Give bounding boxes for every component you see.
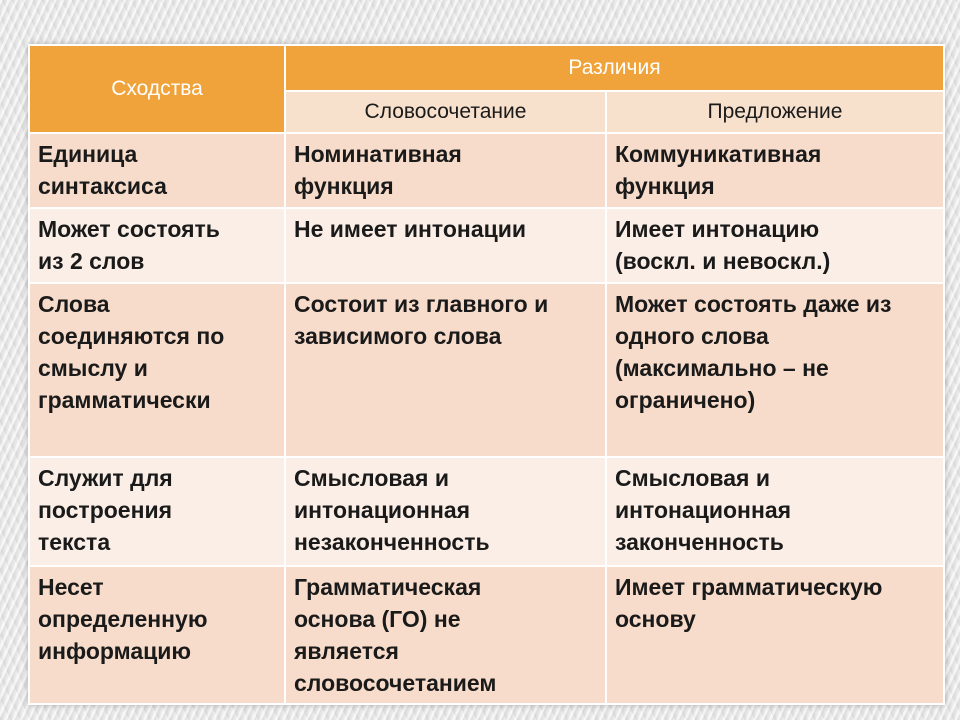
cell-sentence: Имеет интонацию (воскл. и невоскл.) bbox=[606, 208, 944, 283]
cell-phrase: Не имеет интонации bbox=[285, 208, 606, 283]
table-row bbox=[29, 133, 944, 208]
subheader-sentence: Предложение bbox=[606, 91, 944, 133]
header-differences: Различия bbox=[285, 45, 944, 91]
cell-sentence: Смысловая и интонационная законченность bbox=[606, 457, 944, 566]
cell-similarity: Единица синтаксиса bbox=[29, 133, 285, 208]
cell-sentence: Может состоять даже из одного слова (максимально – не ограничено) bbox=[606, 283, 944, 457]
header-similarities: Сходства bbox=[29, 45, 285, 133]
table-row bbox=[29, 566, 944, 704]
cell-similarity: Слова соединяются по смыслу и грамматически bbox=[29, 283, 285, 457]
table-row bbox=[29, 208, 944, 283]
cell-sentence: Имеет грамматическую основу bbox=[606, 566, 944, 704]
cell-phrase: Номинативная функция bbox=[285, 133, 606, 208]
cell-similarity: Несет определенную информацию bbox=[29, 566, 285, 704]
cell-similarity: Служит для построения текста bbox=[29, 457, 285, 566]
cell-sentence: Коммуникативная функция bbox=[606, 133, 944, 208]
cell-similarity: Может состоять из 2 слов bbox=[29, 208, 285, 283]
table-row bbox=[29, 283, 944, 457]
table-row bbox=[29, 457, 944, 566]
cell-phrase: Грамматическая основа (ГО) не является словосочетанием bbox=[285, 566, 606, 704]
cell-phrase: Состоит из главного и зависимого слова bbox=[285, 283, 606, 457]
table-header-row bbox=[29, 45, 944, 91]
cell-phrase: Смысловая и интонационная незаконченность bbox=[285, 457, 606, 566]
subheader-phrase: Словосочетание bbox=[285, 91, 606, 133]
comparison-table bbox=[28, 44, 945, 705]
